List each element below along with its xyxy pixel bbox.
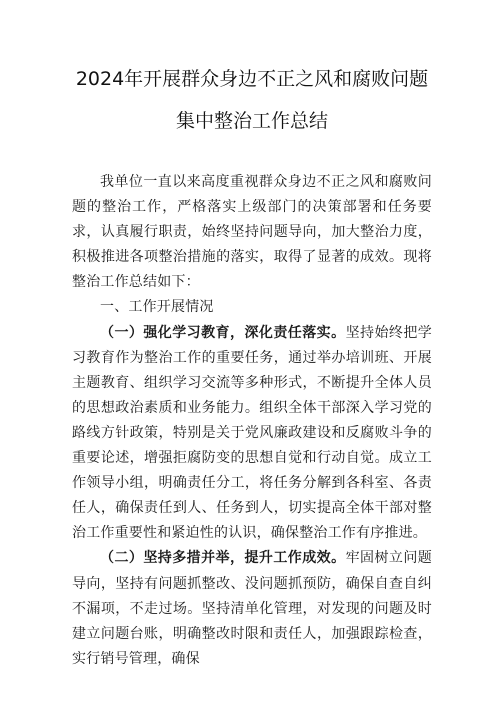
intro-paragraph: 我单位一直以来高度重视群众身边不正之风和腐败问题的整治工作，严格落实上级部门的决策部署和任务要求，认真履行职责，始终坚持问题导向，加大整治力度，积极推进各项整治措施的落实，取得了显著的成效。现将整治工作总结如下： <box>72 174 432 291</box>
subsection-lead-2: （二）坚持多措并举，提升工作成效。 <box>100 550 346 567</box>
subsection-body-1: 坚持始终把学习教育作为整治工作的重要任务，通过举办培训班、开展主题教育、组织学习交流等多种形式，不断提升全体人员的思想政治素质和业务能力。组织全体干部深入学习党的路线方针政策，特别是关于党风廉政建设和反腐败斗争的重要论述，增强拒腐防变的思想自觉和行动自觉。成立工作领导小组，明确责任分工，将任务分解到各科室、各责任人，确保责任到人、任务到人，切实提高全体干部对整治工作重要性和紧迫性的认识，确保整治工作有序推进。 <box>72 324 433 542</box>
document-body <box>72 170 432 672</box>
document-title-line1: 2024年开展群众身边不正之风和腐败问题 <box>75 68 429 90</box>
subsection-paragraph-1 <box>72 321 432 547</box>
subsection-paragraph-2 <box>72 546 432 671</box>
section-heading-1: 一、工作开展情况 <box>100 299 214 316</box>
subsection-lead-1: （一）强化学习教育，深化责任落实。 <box>100 324 346 341</box>
subsection-body-2: 牢固树立问题导向，坚持有问题抓整改、没问题抓预防，确保自查自纠不漏项，不走过场。坚持清单化管理，对发现的问题及时建立问题台账，明确整改时限和责任人，加强跟踪检查，实行销号管理，确保 <box>72 550 433 667</box>
document-title-line2: 集中整治工作总结 <box>175 110 328 132</box>
